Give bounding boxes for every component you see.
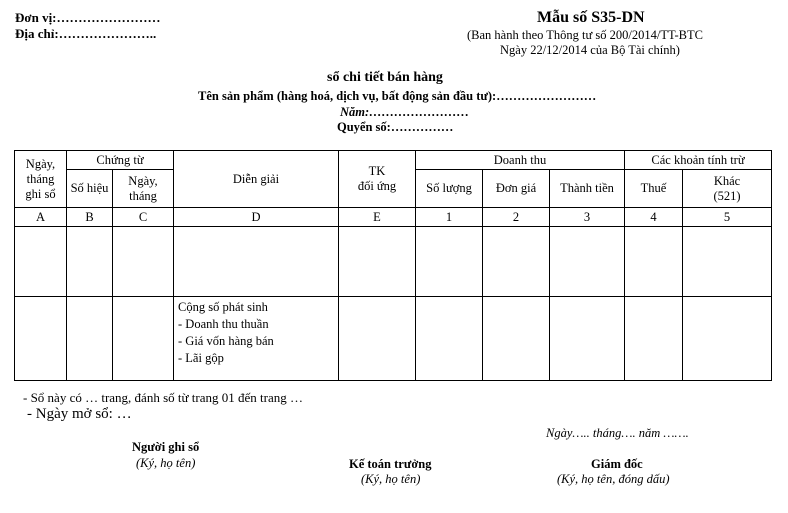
index-cell-1: 1 — [416, 208, 483, 227]
header-other-line-2: (521) — [713, 188, 741, 203]
summary-quantity-cell[interactable] — [416, 297, 483, 381]
header-other-line-1: Khác — [713, 173, 741, 188]
header-other-cell — [683, 170, 772, 208]
summary-other-cell[interactable] — [683, 297, 772, 381]
summary-cogs-label: - Giá vốn hàng bán — [178, 334, 274, 348]
header-date-line-1: Ngày, — [25, 156, 56, 171]
header-voucher-date-line-1: Ngày, — [128, 173, 158, 188]
entry-amount-cell[interactable] — [550, 227, 625, 297]
entry-voucher-no-cell[interactable] — [67, 227, 113, 297]
header-voucher-date-line-2: tháng — [129, 188, 157, 203]
recorder-sign-note: (Ký, họ tên) — [136, 456, 196, 470]
volume-line: Quyển số:…………… — [337, 120, 454, 134]
index-cell-c: C — [113, 208, 174, 227]
summary-total-label: Cộng số phát sinh — [178, 300, 268, 314]
summary-description-cell — [174, 297, 339, 381]
issued-line-1: (Ban hành theo Thông tư số 200/2014/TT-BTC — [467, 28, 703, 42]
summary-voucher-date-cell[interactable] — [113, 297, 174, 381]
director-title: Giám đốc — [591, 457, 643, 471]
entry-other-cell[interactable] — [683, 227, 772, 297]
header-quantity: Số lượng — [416, 170, 483, 208]
entry-tax-cell[interactable] — [625, 227, 683, 297]
header-deductions-group: Các khoản tính trừ — [625, 151, 772, 170]
entry-quantity-cell[interactable] — [416, 227, 483, 297]
summary-voucher-no-cell[interactable] — [67, 297, 113, 381]
chief-accountant-sign-note: (Ký, họ tên) — [361, 472, 421, 486]
summary-net-revenue-label: - Doanh thu thuần — [178, 317, 269, 331]
index-cell-b: B — [67, 208, 113, 227]
index-cell-3: 3 — [550, 208, 625, 227]
header-voucher-group: Chứng từ — [67, 151, 174, 170]
header-revenue-group: Doanh thu — [416, 151, 625, 170]
header-date-line-2: tháng — [26, 171, 55, 186]
index-cell-5: 5 — [683, 208, 772, 227]
summary-date-cell[interactable] — [15, 297, 67, 381]
ledger-title: sổ chi tiết bán hàng — [327, 70, 443, 85]
header-date-line-3: ghi sổ — [25, 186, 56, 201]
index-row — [15, 208, 772, 227]
index-cell-a: A — [15, 208, 67, 227]
header-amount: Thành tiền — [550, 170, 625, 208]
note-open-date: - Ngày mở sổ: … — [27, 406, 132, 422]
header-account-cell — [339, 151, 416, 208]
date-line: Ngày….. tháng…. năm ……. — [546, 426, 689, 440]
unit-label: Đơn vị:…………………… — [15, 10, 161, 25]
product-name-line: Tên sản phẩm (hàng hoá, dịch vụ, bất động sản đầu tư):…………………… — [198, 89, 597, 103]
summary-unit-price-cell[interactable] — [483, 297, 550, 381]
index-cell-2: 2 — [483, 208, 550, 227]
summary-gross-profit-label: - Lãi gộp — [178, 351, 224, 365]
director-sign-note: (Ký, họ tên, đóng dấu) — [557, 472, 670, 486]
index-cell-e: E — [339, 208, 416, 227]
entry-date-cell[interactable] — [15, 227, 67, 297]
header-description: Diễn giải — [174, 151, 339, 208]
entry-account-cell[interactable] — [339, 227, 416, 297]
note-pages: - Sổ này có … trang, đánh số từ trang 01 đến trang … — [23, 390, 303, 405]
header-account-line-2: đối ứng — [357, 179, 397, 193]
form-code: Mẫu số S35-DN — [537, 9, 645, 26]
header-unit-price: Đơn giá — [483, 170, 550, 208]
entry-voucher-date-cell[interactable] — [113, 227, 174, 297]
summary-tax-cell[interactable] — [625, 297, 683, 381]
entry-row — [15, 227, 772, 297]
header-voucher-date-cell — [113, 170, 174, 208]
summary-amount-cell[interactable] — [550, 297, 625, 381]
chief-accountant-title: Kế toán trưởng — [349, 457, 432, 471]
year-line: Năm:…………………… — [340, 105, 470, 119]
index-cell-4: 4 — [625, 208, 683, 227]
header-tax: Thuế — [625, 170, 683, 208]
recorder-title: Người ghi sổ — [132, 440, 200, 454]
header-account-line-1: TK — [368, 164, 386, 178]
summary-account-cell[interactable] — [339, 297, 416, 381]
sales-ledger-table — [14, 150, 772, 381]
header-voucher-no: Số hiệu — [67, 170, 113, 208]
header-date-cell — [15, 151, 67, 208]
address-label: Địa chỉ:………………….. — [15, 26, 157, 41]
issued-line-2: Ngày 22/12/2014 của Bộ Tài chính) — [500, 43, 680, 57]
entry-unit-price-cell[interactable] — [483, 227, 550, 297]
header-row-1 — [15, 151, 772, 170]
entry-description-cell[interactable] — [174, 227, 339, 297]
summary-row — [15, 297, 772, 381]
index-cell-d: D — [174, 208, 339, 227]
